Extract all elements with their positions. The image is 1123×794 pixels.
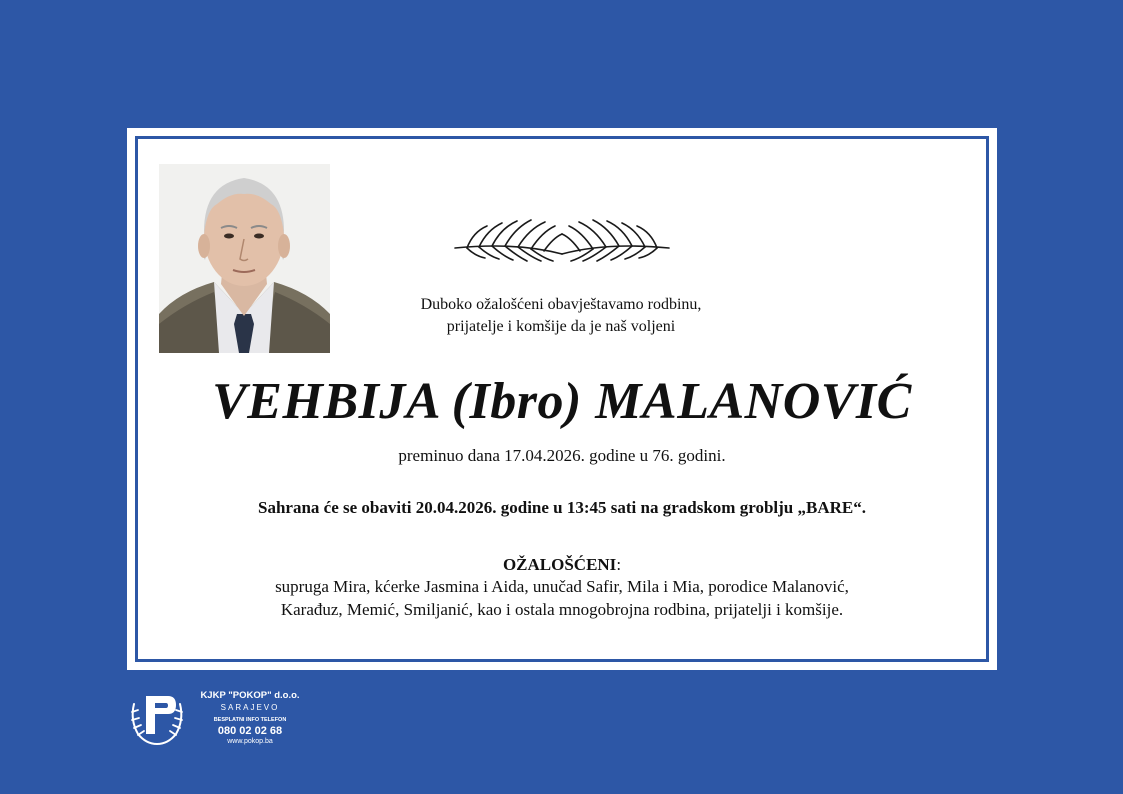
company-name: KJKP "POKOP" d.o.o. — [200, 690, 300, 701]
palm-branch-icon — [447, 206, 677, 262]
death-date-text: preminuo dana 17.04.2026. godine u 76. godini. — [398, 446, 726, 465]
mourners-heading-label: OŽALOŠĆENI — [502, 555, 617, 574]
intro-text — [327, 294, 795, 338]
obituary-card — [127, 128, 997, 670]
mourners-heading-colon: : — [616, 555, 622, 574]
mourners-list-line-2: Karađuz, Memić, Smiljanić, kao i ostala mnogobrojna rodbina, prijatelji i komšije. — [280, 600, 844, 619]
company-website: www.pokop.ba — [227, 738, 273, 745]
mourners-heading — [127, 555, 997, 575]
info-phone-number: 080 02 02 68 — [217, 725, 283, 737]
intro-line-1: Duboko ožalošćeni obavještavamo rodbinu, — [420, 296, 702, 313]
portrait-photo — [159, 164, 330, 353]
intro-line-2: prijatelje i komšije da je naš voljeni — [446, 318, 676, 335]
pokop-logo-icon — [128, 690, 186, 746]
deceased-name: VEHBIJA (Ibro) MALANOVIĆ — [212, 373, 912, 430]
funeral-info: Sahrana će se obaviti 20.04.2026. godine u 13:45 sati na gradskom groblju „BARE“. — [258, 498, 866, 517]
mourners-list-line-1: supruga Mira, kćerke Jasmina i Aida, unučad Safir, Mila i Mia, porodice Malanović, — [275, 577, 849, 596]
info-phone-label: BESPLATNI INFO TELEFON — [213, 717, 287, 723]
company-city: SARAJEVO — [220, 703, 280, 712]
company-info — [190, 690, 310, 746]
